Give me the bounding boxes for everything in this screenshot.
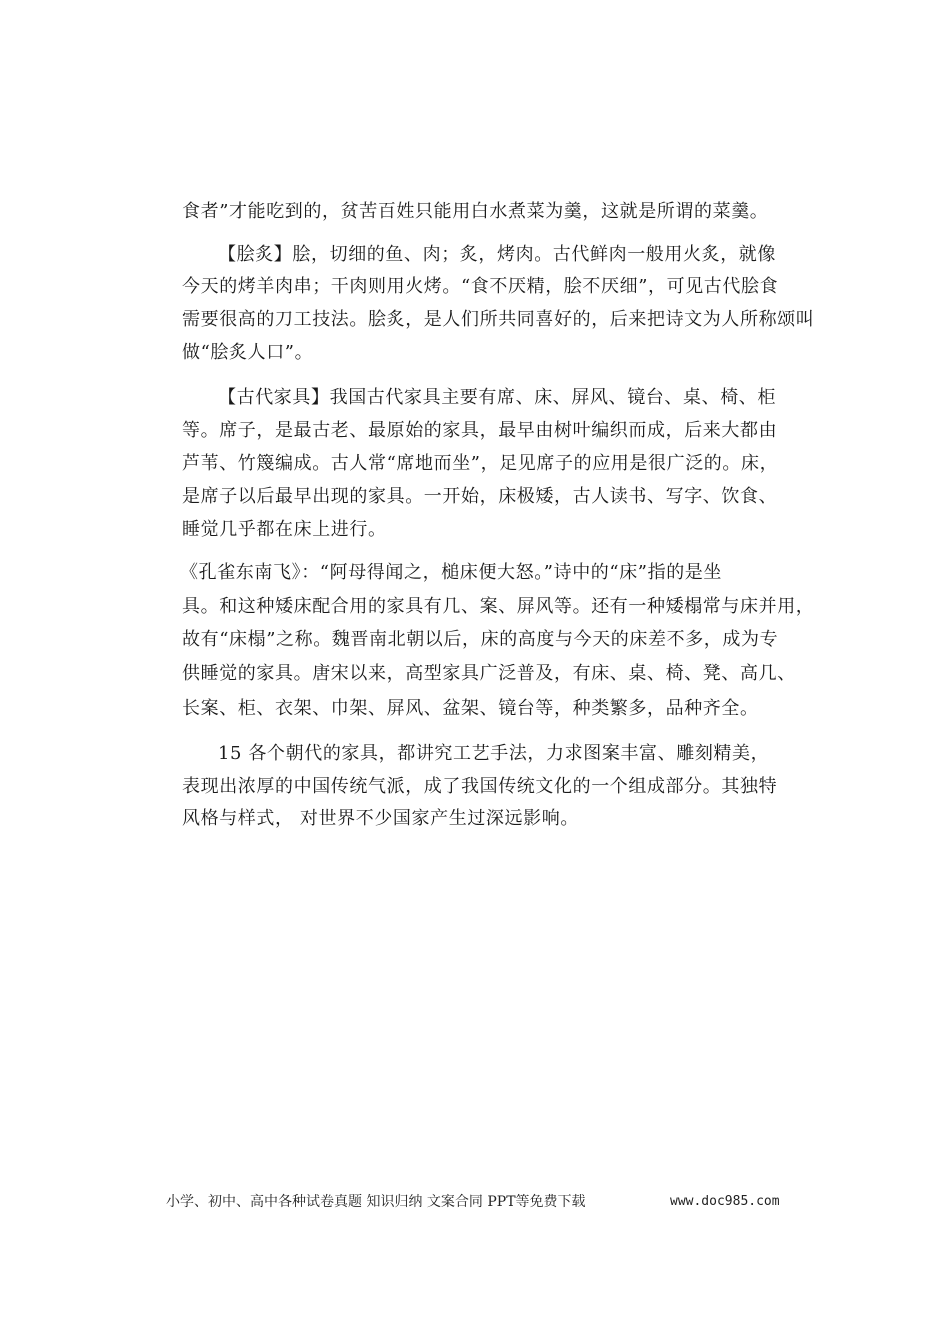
paragraph-line: 今天的烤羊肉串；干肉则用火烤。“食不厌精，脍不厌细”，可见古代脍食 bbox=[182, 276, 779, 297]
footer-text: 小学、初中、高中各种试卷真题 知识归纳 文案合同 PPT等免费下载 bbox=[166, 1194, 586, 1210]
paragraph-line: 15 各个朝代的家具，都讲究工艺手法，力求图案丰富、雕刻精美， bbox=[218, 743, 770, 764]
page-footer bbox=[166, 1192, 796, 1212]
paragraph-line: 《孔雀东南飞》：“阿母得闻之，槌床便大怒。”诗中的“床”指的是坐 bbox=[180, 562, 723, 583]
paragraph-line: 【脍炙】脍，切细的鱼、肉；炙，烤肉。古代鲜肉一般用火炙，就像 bbox=[218, 244, 776, 265]
paragraph-line: 【古代家具】我国古代家具主要有席、床、屏风、镜台、桌、椅、柜 bbox=[218, 387, 776, 408]
paragraph-line: 风格与样式， 对世界不少国家产生过深远影响。 bbox=[182, 808, 579, 829]
paragraph-line: 表现出浓厚的中国传统气派，成了我国传统文化的一个组成部分。其独特 bbox=[182, 776, 778, 797]
footer-site-link[interactable]: www.doc985.com bbox=[670, 1194, 780, 1209]
paragraph-line: 是席子以后最早出现的家具。一开始，床极矮，古人读书、写字、饮食、 bbox=[182, 486, 778, 507]
paragraph-line: 故有“床榻”之称。魏晋南北朝以后，床的高度与今天的床差不多，成为专 bbox=[182, 629, 779, 650]
paragraph-line: 做“脍炙人口”。 bbox=[182, 342, 314, 363]
paragraph-line: 等。席子，是最古老、最原始的家具，最早由树叶编织而成，后来大都由 bbox=[182, 420, 778, 441]
paragraph-line: 需要很高的刀工技法。脍炙，是人们所共同喜好的，后来把诗文为人所称颂叫 bbox=[182, 309, 815, 330]
paragraph-line: 具。和这种矮床配合用的家具有几、案、屏风等。还有一种矮榻常与床并用， bbox=[182, 596, 815, 617]
paragraph-line: 芦苇、竹篾编成。古人常“席地而坐”，足见席子的应用是很广泛的。床， bbox=[182, 453, 779, 474]
paragraph-line: 食者”才能吃到的，贫苦百姓只能用白水煮菜为羹，这就是所谓的菜羹。 bbox=[182, 201, 769, 222]
paragraph-line: 长案、柜、衣架、巾架、屏风、盆架、镜台等，种类繁多，品种齐全。 bbox=[182, 698, 759, 719]
paragraph-line: 睡觉几乎都在床上进行。 bbox=[182, 519, 387, 540]
paragraph-line: 供睡觉的家具。唐宋以来，高型家具广泛普及，有床、桌、椅、凳、高几、 bbox=[182, 663, 796, 684]
